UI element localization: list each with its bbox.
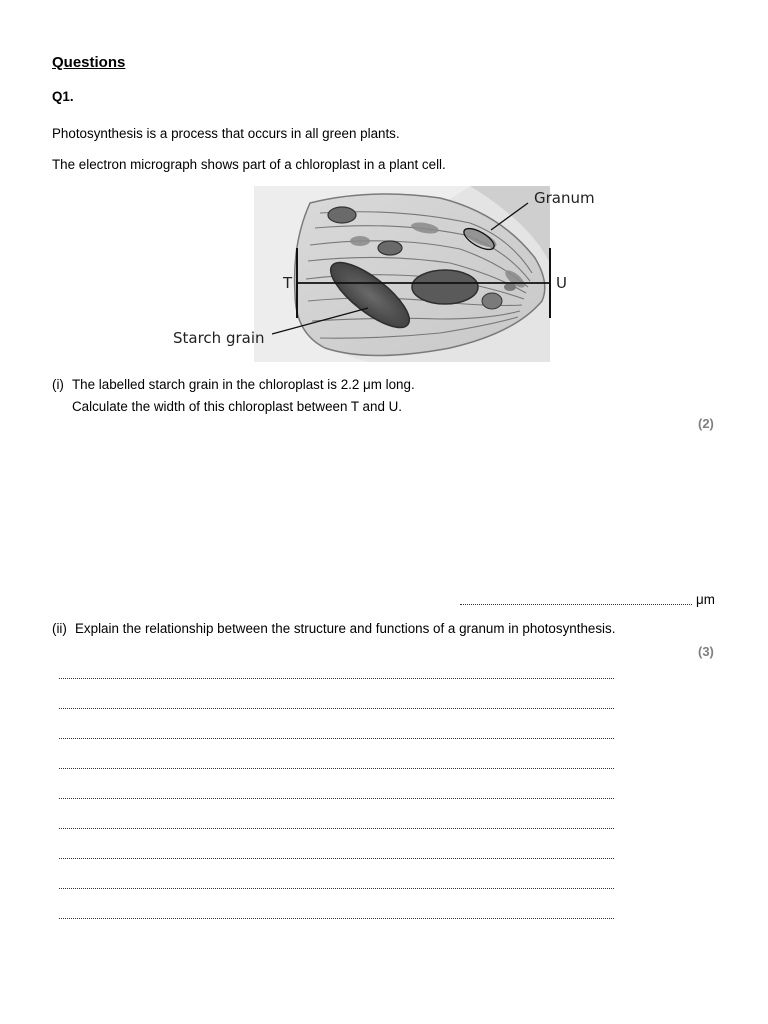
part-ii-text: Explain the relationship between the structure and functions of a granum in photosynthesis. — [75, 621, 616, 636]
part-i-number: (i) — [52, 377, 64, 392]
chloroplast-micrograph — [170, 183, 610, 365]
answer-line[interactable] — [59, 768, 614, 769]
answer-line[interactable] — [59, 678, 614, 679]
starch-grain-label: Starch grain — [173, 329, 265, 347]
answer-line[interactable] — [59, 858, 614, 859]
intro-line-2: The electron micrograph shows part of a chloroplast in a plant cell. — [52, 157, 446, 172]
part-ii-marks: (3) — [698, 644, 714, 659]
answer-line[interactable] — [59, 738, 614, 739]
page-heading: Questions — [52, 54, 126, 71]
part-i-marks: (2) — [698, 416, 714, 431]
answer-line[interactable] — [59, 828, 614, 829]
micrograph-image — [254, 186, 550, 362]
question-number: Q1. — [52, 89, 74, 104]
part-ii-number: (ii) — [52, 621, 67, 636]
t-label: T — [283, 274, 293, 292]
part-i-unit: μm — [696, 592, 715, 607]
part-i-answer-line[interactable] — [460, 604, 692, 605]
u-label: U — [556, 274, 567, 292]
answer-line[interactable] — [59, 798, 614, 799]
answer-line[interactable] — [59, 888, 614, 889]
part-i-line-1: The labelled starch grain in the chloroplast is 2.2 μm long. — [72, 377, 415, 392]
intro-line-1: Photosynthesis is a process that occurs in all green plants. — [52, 126, 400, 141]
answer-line[interactable] — [59, 708, 614, 709]
part-i-line-2: Calculate the width of this chloroplast between T and U. — [72, 399, 402, 414]
granum-label: Granum — [534, 189, 595, 207]
answer-line[interactable] — [59, 918, 614, 919]
